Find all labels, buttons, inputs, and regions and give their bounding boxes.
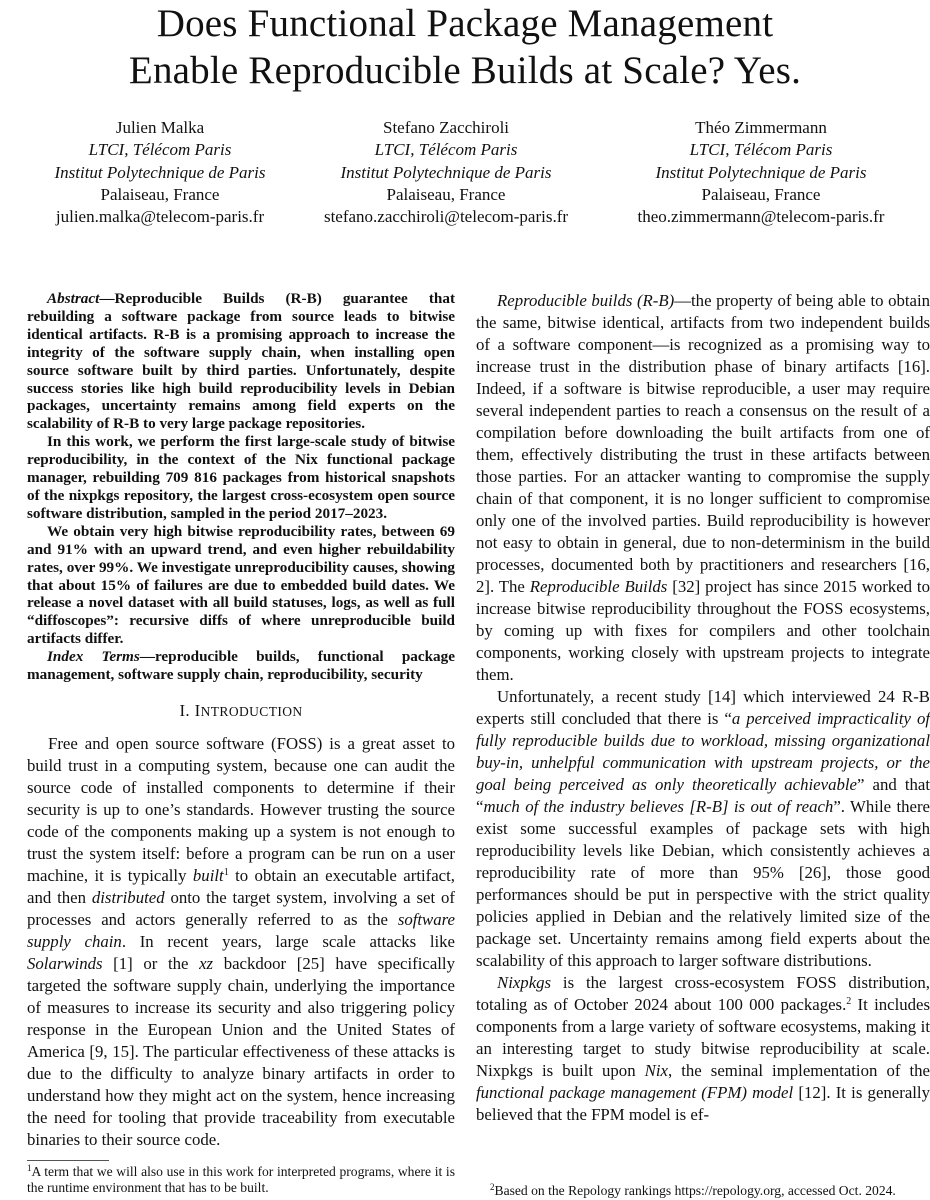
right-column: [476, 290, 930, 1126]
footnote-2: $^2$Based on the Repology rankings https://repology.org, accessed Oct. 2024.: [490, 1182, 896, 1198]
abstract: [27, 290, 455, 684]
author-card: [611, 117, 911, 228]
author-location: Palaiseau, France: [701, 184, 821, 204]
index-terms-label: Index Terms: [47, 648, 140, 666]
author-email: stefano.zacchiroli@telecom-paris.fr: [323, 207, 569, 227]
paper-title-line-2: Enable Reproducible Builds at Scale? Yes.: [128, 49, 802, 92]
footnote-rule: [27, 1160, 109, 1161]
intro-paragraph: Free and open source software (FOSS) is a great asset to build trust in a computing system, because one can audit the source code of installed components to determine if their security is up to one’s standards. However trusting the source code of the components making up a system is not enough to trust the system itself: before a program can be run on a user machine, it is typically built$^1$ to obtain an executable artifact, and then distributed onto the target system, involving a set of processes and actors generally referred to as the software supply chain. In recent years, large scale attacks like Solarwinds [1] or the xz backdoor [25] have specifically targeted the software supply chain, underlying the importance of measures to increase its security and also triggering policy response in the European Union and the United States of America [9, 15]. The particular effectiveness of these attacks is due to the difficulty to analyze binary artifacts in order to understand how they might act on the system, hence increasing the need for tooling that provide traceability from executable binaries to their source code.: [27, 733, 456, 1149]
author-name: Stefano Zacchiroli: [382, 118, 510, 137]
paper-title-line-1: Does Functional Package Management: [156, 2, 774, 45]
body-paragraph: Nixpkgs is the largest cross-ecosystem FOSS distribution, totaling as of October 2024 about 100 000 packages.$^2$ It includes components from a large variety of software ecosystems, making it an interesting target to study bitwise reproducibility at scale. Nixpkgs is built upon Nix, the seminal implementation of the functional package management (FPM) model [12]. It is generally believed that the FPM model is ef-: [476, 973, 930, 1124]
abstract-paragraph: Abstract—Reproducible Builds (R-B) guarantee that rebuilding a software package from source leads to bitwise identical artifacts. R-B is a promising approach to increase the integrity of the software supply chain, when installing open source software built by third parties. Unfortunately, despite success stories like high build reproducibility levels in Debian packages, uncertainty remains among field experts on the scalability of R-B to very large package repositories.: [27, 290, 455, 433]
author-institution: Institut Polytechnique de Paris: [54, 162, 266, 182]
index-terms: Index Terms—reproducible builds, functional package management, software supply chain, reproducibility, security: [27, 648, 455, 684]
author-card: [296, 117, 596, 228]
author-affiliation: LTCI, Télécom Paris: [689, 140, 833, 160]
paper-title: [0, 0, 930, 94]
author-affiliation: LTCI, Télécom Paris: [374, 140, 518, 160]
section-heading-introduction: I. INTRODUCTION: [179, 700, 303, 720]
author-email: theo.zimmermann@telecom-paris.fr: [637, 207, 885, 227]
author-affiliation: LTCI, Télécom Paris: [88, 140, 232, 160]
author-institution: Institut Polytechnique de Paris: [340, 162, 552, 182]
author-card: [10, 117, 310, 228]
author-email: julien.malka@telecom-paris.fr: [55, 207, 265, 227]
footnote-1: $^1$A term that we will also use in this work for interpreted programs, where it is the runtime environment that has to be built.: [27, 1163, 455, 1196]
footnote-marker: 1: [223, 866, 229, 878]
author-location: Palaiseau, France: [100, 184, 220, 204]
author-location: Palaiseau, France: [386, 184, 506, 204]
abstract-label: Abstract: [47, 290, 100, 307]
footnote-marker: 2: [846, 996, 852, 1007]
body-paragraph: Reproducible builds (R-B)—the property of being able to obtain the same, bitwise identical, artifacts from two independent builds of a software component—is recognized as a promising way to increase trust in the distribution phase of binary artifacts [16]. Indeed, if a software is bitwise reproducible, a user may require several independent parties to reach a consensus on the result of a compilation before downloading the built artifacts from one of them, effectively distributing the trust in these artifacts between those parties. For an attacker wanting to compromise the supply chain of that component, it is no longer sufficient to compromise only one of the involved parties. Build reproducibility is however not easy to obtain in general, due to non-determinism in the build processes, documented both by practitioners and researchers [16, 2]. The Reproducible Builds [32] project has since 2015 worked to increase bitwise reproducibility throughout the FOSS ecosystems, by coming up with fixes for compilers and other toolchain components, working closely with upstream projects to integrate them.: [476, 291, 930, 684]
author-name: Julien Malka: [115, 118, 205, 137]
author-institution: Institut Polytechnique de Paris: [655, 162, 867, 182]
abstract-paragraph: In this work, we perform the first large-scale study of bitwise reproducibility, in the context of the Nix functional package manager, rebuilding 709 816 packages from historical snapshots of the nixpkgs repository, the largest cross-ecosystem open source software distribution, sampled in the period 2017–2023.: [27, 433, 455, 522]
abstract-paragraph: We obtain very high bitwise reproducibility rates, between 69 and 91% with an upward trend, and even higher rebuildability rates, over 99%. We investigate unreproducibility causes, showing that about 15% of failures are due to embedded build dates. We release a novel dataset with all build statuses, logs, as well as full “diffoscopes”: recursive diffs of where unreproducible build artifacts differ.: [27, 522, 455, 648]
author-name: Théo Zimmermann: [695, 118, 827, 137]
body-paragraph: Unfortunately, a recent study [14] which interviewed 24 R-B experts still concluded that there is “a perceived impracticality of fully reproducible builds due to workload, missing organizational buy-in, unhelpful communication with upstream projects, or the goal being perceived as only theoretically achievable” and that “much of the industry believes [R-B] is out of reach”. While there exist some successful examples of package sets with high reproducibility levels like Debian, which consistently achieves a reproducibility rate of more than 95% [26], those good performances should be put in perspective with the strict quality policies applied in Debian and the relatively limited size of the package set. Uncertainty remains among field experts about the scalability of this approach to larger software distributions.: [476, 687, 930, 970]
left-column: [27, 290, 455, 1151]
